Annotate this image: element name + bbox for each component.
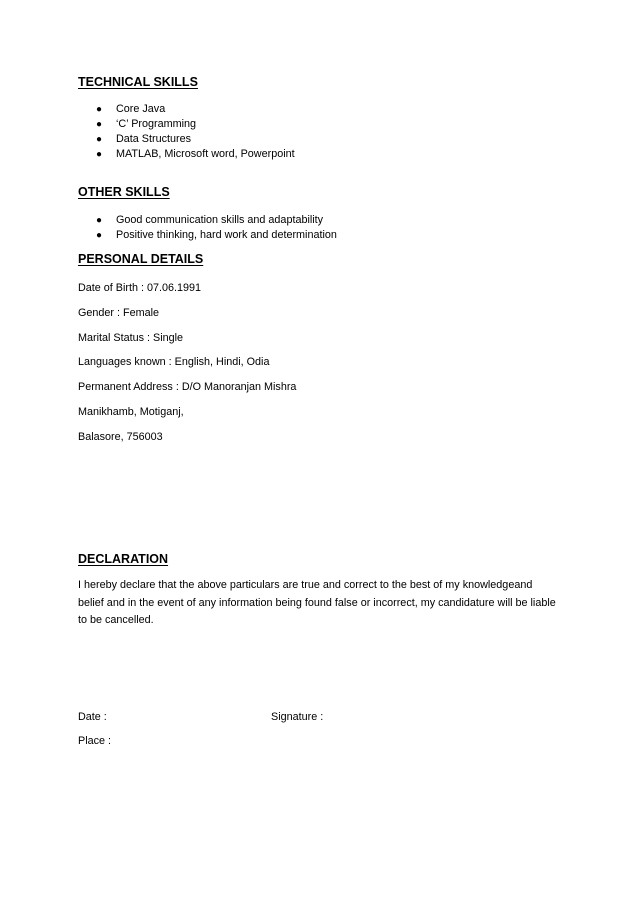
personal-details-heading: PERSONAL DETAILS <box>78 252 204 266</box>
bullet-icon: ● <box>96 230 103 241</box>
list-item: ● ‘C’ Programming <box>96 118 196 130</box>
address-line-2: Manikhamb, Motiganj, <box>78 406 184 418</box>
signature-label: Signature : <box>271 711 324 723</box>
marital-status: Marital Status : Single <box>78 332 184 344</box>
bullet-icon: ● <box>96 119 103 130</box>
date-label: Date : <box>78 711 107 723</box>
gender: Gender : Female <box>78 307 160 319</box>
address-line-3: Balasore, 756003 <box>78 431 163 443</box>
technical-skills-list <box>78 102 295 162</box>
other-skills-list <box>78 213 337 243</box>
languages-known: Languages known : English, Hindi, Odia <box>78 356 270 368</box>
list-item: ● Good communication skills and adaptability <box>96 214 324 226</box>
list-item: ● Core Java <box>96 103 166 115</box>
bullet-icon: ● <box>96 134 103 145</box>
other-skills-heading: OTHER SKILLS <box>78 185 170 199</box>
bullet-icon: ● <box>96 104 103 115</box>
list-item: ● Positive thinking, hard work and determination <box>96 229 337 241</box>
technical-skills-heading: TECHNICAL SKILLS <box>78 75 198 89</box>
bullet-icon: ● <box>96 149 103 160</box>
declaration-heading: DECLARATION <box>78 552 169 566</box>
bullet-icon: ● <box>96 215 103 226</box>
declaration-text: I hereby declare that the above particulars are true and correct to the best of my knowledgeand belief and in the event of any information being found false or incorrect, my candidature will be liable to be cancelled. <box>78 579 556 626</box>
list-item: ● Data Structures <box>96 133 192 145</box>
list-item: ● MATLAB, Microsoft word, Powerpoint <box>96 148 295 160</box>
place-label: Place : <box>78 735 112 747</box>
date-of-birth: Date of Birth : 07.06.1991 <box>78 282 202 294</box>
permanent-address: Permanent Address : D/O Manoranjan Mishra <box>78 381 297 393</box>
